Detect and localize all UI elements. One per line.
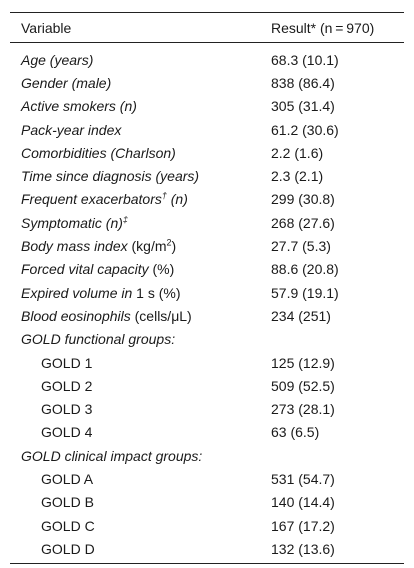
- table-row: [10, 514, 404, 537]
- table-row: [10, 211, 404, 234]
- table-row: [10, 141, 404, 164]
- row-label: [10, 281, 271, 304]
- table-row: [10, 421, 404, 444]
- row-label: Time since diagnosis (years): [21, 168, 200, 185]
- row-value: 63 (6.5): [271, 424, 320, 441]
- row-label-text: Body mass index: [21, 238, 128, 255]
- row-label: GOLD A: [41, 470, 94, 487]
- row-label: Gender (male): [21, 74, 112, 91]
- row-value: 125 (12.9): [271, 354, 335, 371]
- row-label: GOLD 3: [41, 401, 93, 418]
- row-value: 57.9 (19.1): [271, 284, 339, 301]
- patient-characteristics-table: [10, 12, 404, 564]
- row-value: 27.7 (5.3): [271, 238, 331, 255]
- row-label-text: Blood eosinophils: [21, 307, 131, 324]
- row-label: Age (years): [21, 51, 94, 68]
- row-value: 88.6 (20.8): [271, 261, 339, 278]
- table-row: [10, 188, 404, 211]
- row-label: [10, 211, 271, 234]
- row-label: GOLD 2: [41, 377, 93, 394]
- row-label: Comorbidities (Charlson): [21, 144, 176, 161]
- table-row: [10, 118, 404, 141]
- table-row: [10, 281, 404, 304]
- table-row: [10, 537, 404, 563]
- table-row: [10, 164, 404, 187]
- table-row: [10, 258, 404, 281]
- row-label-text: Expired volume in: [21, 284, 133, 301]
- row-label-text: Frequent exacerbators: [21, 191, 162, 208]
- table-row: [10, 491, 404, 514]
- row-label-unit-close: ): [171, 238, 177, 255]
- row-label-text: Symptomatic (n): [21, 214, 123, 231]
- group-heading: GOLD clinical impact groups:: [21, 447, 203, 464]
- row-label: [10, 304, 271, 327]
- table-row: [10, 43, 404, 72]
- row-label: Pack-year index: [21, 121, 122, 138]
- row-value: [271, 328, 404, 351]
- row-value: 140 (14.4): [271, 494, 335, 511]
- table-row: [10, 234, 404, 257]
- row-label: GOLD 4: [41, 424, 93, 441]
- table-row: [10, 71, 404, 94]
- table-row: [10, 95, 404, 118]
- row-value: 531 (54.7): [271, 470, 335, 487]
- row-label: GOLD D: [10, 537, 271, 563]
- row-label-text: Forced vital capacity: [21, 261, 149, 278]
- group-heading: GOLD functional groups:: [21, 331, 176, 348]
- table-row: [10, 374, 404, 397]
- row-label-unit: 1 s (%): [132, 284, 181, 301]
- row-label: GOLD C: [41, 517, 95, 534]
- row-value: 838 (86.4): [271, 74, 335, 91]
- table-row: [10, 304, 404, 327]
- row-value: 2.3 (2.1): [271, 168, 324, 185]
- table-row: [10, 467, 404, 490]
- unit-exponent: 2: [166, 237, 172, 248]
- row-label-unit: (kg/m: [127, 238, 167, 255]
- row-label: Active smokers (n): [21, 98, 137, 115]
- row-value: 268 (27.6): [271, 214, 335, 231]
- row-label-unit: (n): [166, 191, 188, 208]
- row-value: [271, 444, 404, 467]
- row-value: 132 (13.6): [271, 537, 404, 563]
- row-label-unit: (%): [148, 261, 175, 278]
- row-value: 167 (17.2): [271, 517, 335, 534]
- header-result: Result* (n = 970): [271, 13, 404, 43]
- row-label: GOLD B: [41, 494, 94, 511]
- row-value: 234 (251): [271, 307, 331, 324]
- row-label: [10, 188, 271, 211]
- row-value: 61.2 (30.6): [271, 121, 339, 138]
- row-label-unit: (cells/μL): [130, 307, 192, 324]
- row-value: 299 (30.8): [271, 191, 335, 208]
- row-value: 509 (52.5): [271, 377, 335, 394]
- dagger-footnote-mark: †: [161, 190, 167, 201]
- row-value: 305 (31.4): [271, 98, 335, 115]
- row-label: [10, 258, 271, 281]
- row-label: [10, 234, 271, 257]
- double-dagger-footnote-mark: ‡: [122, 214, 128, 225]
- row-value: 2.2 (1.6): [271, 144, 324, 161]
- table-row: [10, 351, 404, 374]
- table-row: [10, 397, 404, 420]
- row-value: 68.3 (10.1): [271, 51, 339, 68]
- table-header-row: [10, 13, 404, 43]
- data-table-container: [10, 12, 404, 564]
- row-label: GOLD 1: [41, 354, 93, 371]
- row-value: 273 (28.1): [271, 401, 335, 418]
- header-variable: Variable: [10, 13, 271, 43]
- group-heading-row: [10, 328, 404, 351]
- group-heading-row: [10, 444, 404, 467]
